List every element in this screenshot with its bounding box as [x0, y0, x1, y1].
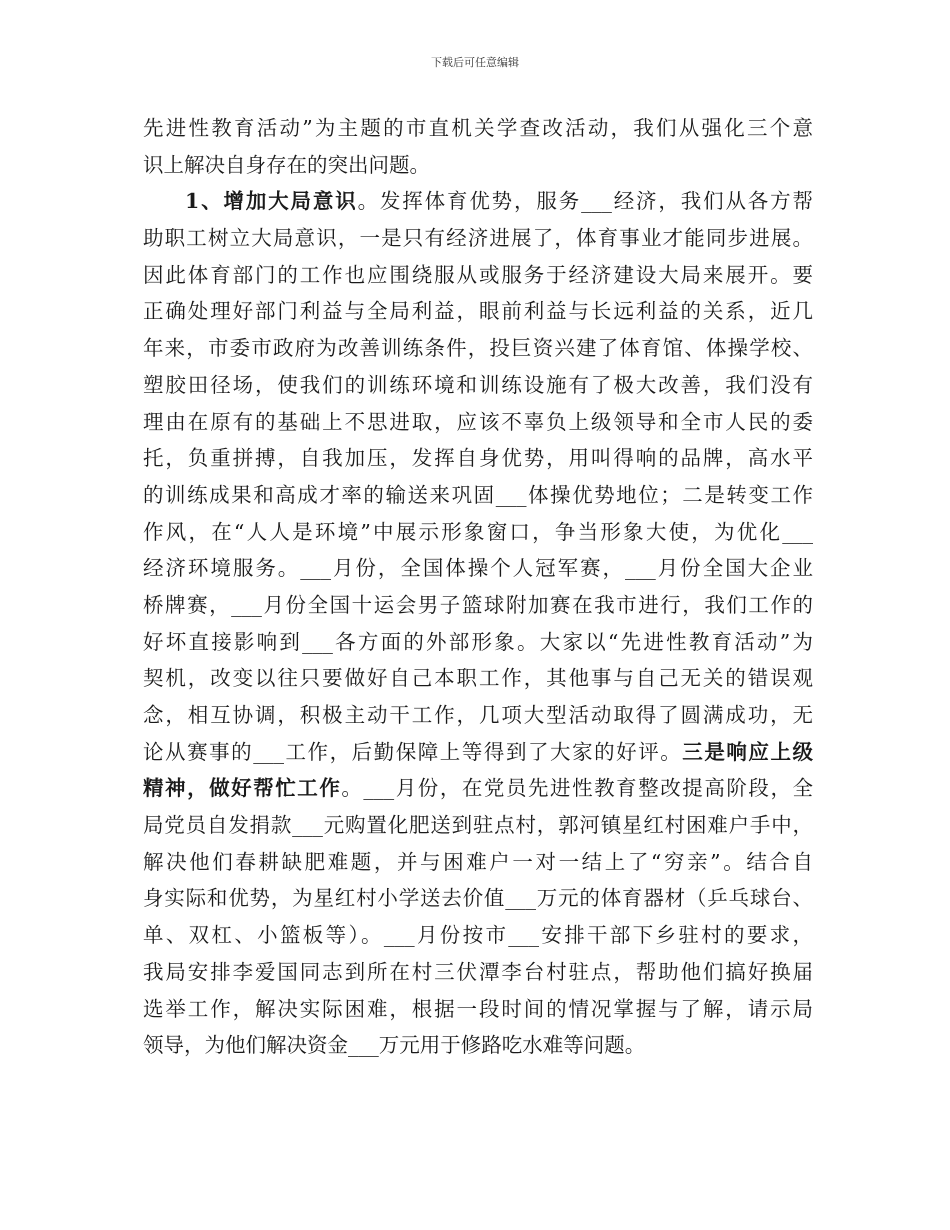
text-line: [143, 734, 813, 771]
text-segment: 论从赛事的___工作，后勤保障上等得到了大家的好评。: [143, 739, 683, 764]
text-line: 契机，改变以往只要做好自己本职工作，其他事与自己无关的错误观: [143, 666, 813, 691]
text-line: 单、双杠、小篮板等）。___月份按市___安排干部下乡驻村的要求，: [143, 923, 813, 948]
page-header: 下载后可任意编辑: [431, 56, 519, 69]
text-segment: 。发挥体育优势，服务___经济，我们从各方帮: [357, 189, 814, 214]
text-line: 身实际和优势，为星红村小学送去价值___万元的体育器材（乒乓球台、: [143, 886, 813, 911]
text-line: 我局安排李爱国同志到所在村三伏潭李台村驻点，帮助他们搞好换届: [143, 959, 813, 984]
section-heading: 精神，做好帮忙工作: [143, 776, 342, 801]
text-line: 好坏直接影响到___各方面的外部形象。大家以“先进性教育活动”为: [143, 629, 813, 654]
text-line: 年来，市委市政府为改善训练条件，投巨资兴建了体育馆、体操学校、: [143, 336, 813, 361]
section-heading: 1、增加大局意识: [185, 189, 358, 214]
body-text: [143, 110, 813, 1064]
text-line: 解决他们春耕缺肥难题，并与困难户一对一结上了“穷亲”。结合自: [143, 849, 813, 874]
text-line: 经济环境服务。___月份，全国体操个人冠军赛，___月份全国大企业: [143, 556, 813, 581]
text-line: 正确处理好部门利益与全局利益，眼前利益与长远利益的关系，近几: [143, 299, 813, 324]
text-line: 因此体育部门的工作也应围绕服从或服务于经济建设大局来展开。要: [143, 262, 813, 287]
text-line: 局党员自发捐款___元购置化肥送到驻点村，郭河镇星红村困难户手中，: [143, 813, 813, 838]
text-line: [143, 770, 813, 807]
text-line: 先进性教育活动”为主题的市直机关学查改活动，我们从强化三个意: [143, 116, 813, 140]
text-line: 桥牌赛，___月份全国十运会男子篮球附加赛在我市进行，我们工作的: [143, 592, 813, 617]
text-line: 领导，为他们解决资金___万元用于修路吃水难等问题。: [143, 1033, 646, 1058]
text-line: 理由在原有的基础上不思进取，应该不辜负上级领导和全市人民的委: [143, 409, 813, 434]
section-heading: 三是响应上级: [682, 739, 814, 764]
text-line: [143, 183, 813, 220]
text-segment: 。___月份，在党员先进性教育整改提高阶段，全: [341, 776, 814, 801]
text-line: 作风，在“人人是环境”中展示形象窗口，争当形象大使，为优化___: [143, 519, 813, 544]
text-line: 念，相互协调，积极主动干工作，几项大型活动取得了圆满成功，无: [143, 703, 813, 727]
text-line: 识上解决自身存在的突出问题。: [143, 152, 430, 177]
text-line: 塑胶田径场，使我们的训练环境和训练设施有了极大改善，我们没有: [143, 372, 813, 397]
text-line: 选举工作，解决实际困难，根据一段时间的情况掌握与了解，请示局: [143, 996, 813, 1021]
text-line: 的训练成果和高成才率的输送来巩固___体操优势地位；二是转变工作: [143, 482, 813, 507]
text-line: 托，负重拼搏，自我加压，发挥自身优势，用叫得响的品牌，高水平: [143, 446, 813, 471]
text-line: 助职工树立大局意识，一是只有经济进展了，体育事业才能同步进展。: [143, 226, 813, 251]
